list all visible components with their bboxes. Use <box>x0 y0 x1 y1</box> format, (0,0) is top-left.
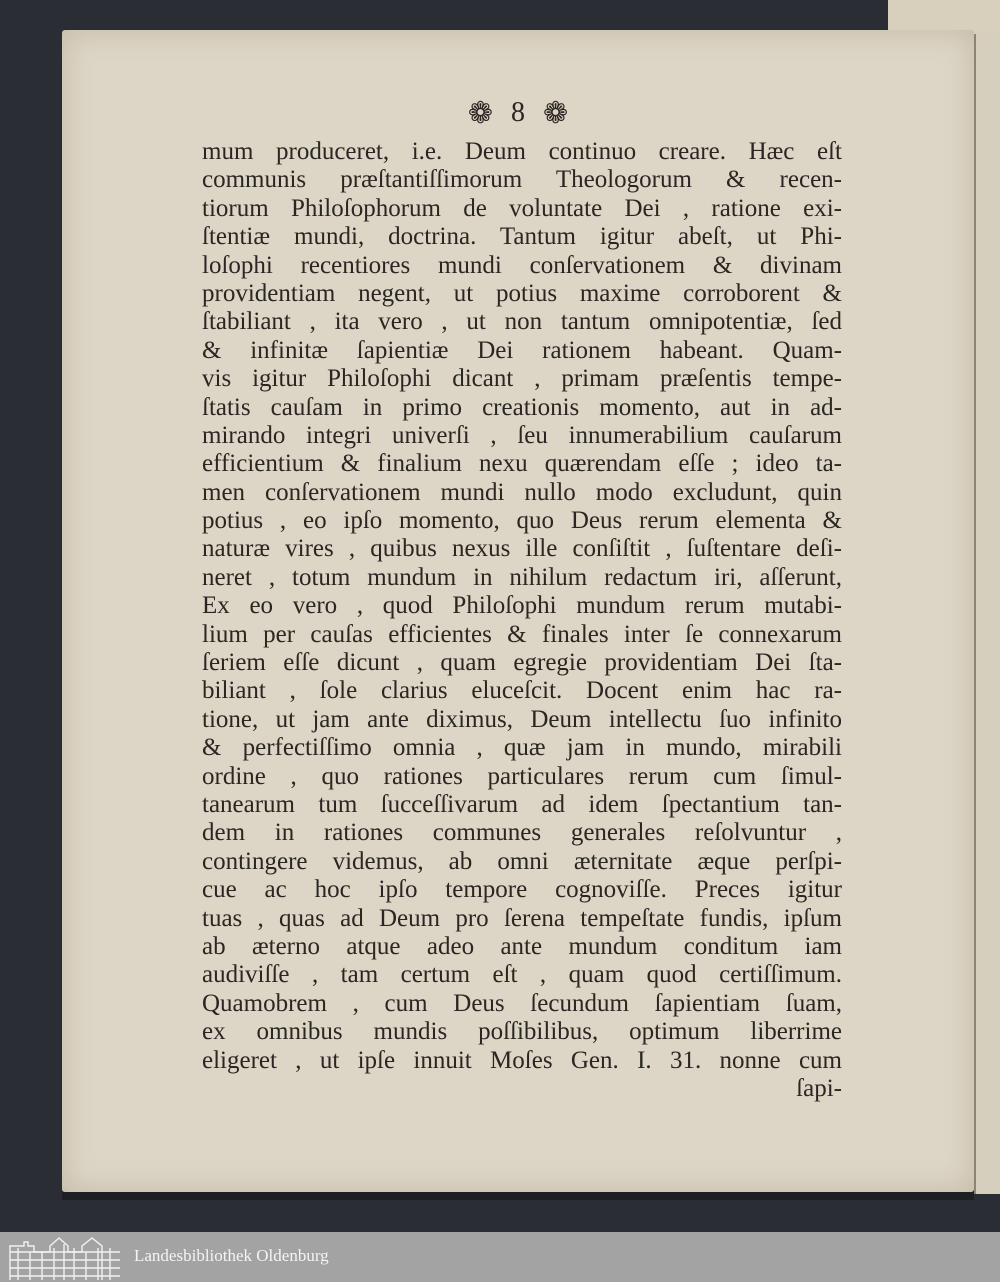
text-line: providentiam negent, ut potius maxime corroborent & <box>202 279 842 307</box>
text-line: tiorum Philoſophorum de voluntate Dei , ratione exi- <box>202 194 842 222</box>
text-line: audiviſſe , tam certum eſt , quam quod certiſſimum. <box>202 961 842 989</box>
facing-page-edge <box>974 34 1000 1194</box>
text-line: ab æterno atque adeo ante mundum conditum iam <box>202 932 842 960</box>
text-line: ſtentiæ mundi, doctrina. Tantum igitur abeſt, ut Phi- <box>202 223 842 251</box>
text-line: Quamobrem , cum Deus ſecundum ſapientiam ſuam, <box>202 989 842 1017</box>
text-line: tanearum tum ſucceſſivarum ad idem ſpectantium tan- <box>202 790 842 818</box>
text-line: biliant , ſole clarius eluceſcit. Docent enim hac ra- <box>202 677 842 705</box>
library-building-logo-icon <box>8 1236 124 1280</box>
text-line: ordine , quo rationes particulares rerum cum ſimul- <box>202 762 842 790</box>
scanned-page <box>62 30 974 1192</box>
page-header <box>62 96 974 131</box>
text-line: & infinitæ ſapientiæ Dei rationem habeant. Quam- <box>202 336 842 364</box>
text-line: eligeret , ut ipſe innuit Moſes Gen. I. 31. nonne cum <box>202 1046 842 1074</box>
text-line: communis præſtantiſſimorum Theologorum & recen- <box>202 166 842 194</box>
text-line: vis igitur Philoſophi dicant , primam præſentis tempe- <box>202 365 842 393</box>
text-line: loſophi recentiores mundi conſervationem & divinam <box>202 251 842 279</box>
text-line: ſtatis cauſam in primo creationis momento, aut in ad- <box>202 393 842 421</box>
text-line: men conſervationem mundi nullo modo excludunt, quin <box>202 478 842 506</box>
text-line: ſeriem eſſe dicunt , quam egregie providentiam Dei ſta- <box>202 649 842 677</box>
text-line: & perfectiſſimo omnia , quæ jam in mundo, mirabili <box>202 734 842 762</box>
text-line: dem in rationes communes generales reſolvuntur , <box>202 819 842 847</box>
text-line: mum produceret, i.e. Deum continuo creare. Hæc eſt <box>202 138 842 165</box>
catchword: ſapi- <box>796 1074 842 1102</box>
text-line: neret , totum mundum in nihilum redactum iri, aſſerunt, <box>202 563 842 591</box>
page-shadow <box>62 1192 974 1200</box>
text-line: lium per cauſas efficientes & finales inter ſe connexarum <box>202 620 842 648</box>
flower-ornament-icon: ❁ <box>543 97 569 130</box>
text-line: tuas , quas ad Deum pro ſerena tempeſtate fundis, ipſum <box>202 904 842 932</box>
text-line: cue ac hoc ipſo tempore cognoviſſe. Preces igitur <box>202 876 842 904</box>
text-line: naturæ vires , quibus nexus ille conſiſtit , ſuſtentare deſi- <box>202 535 842 563</box>
text-line: potius , eo ipſo momento, quo Deus rerum elementa & <box>202 507 842 535</box>
library-name: Landesbibliothek Oldenburg <box>134 1246 329 1265</box>
text-line: contingere videmus, ab omni æternitate æque perſpi- <box>202 847 842 875</box>
text-line: ſtabiliant , ita vero , ut non tantum omnipotentiæ, ſed <box>202 308 842 336</box>
text-line: Ex eo vero , quod Philoſophi mundum rerum mutabi- <box>202 592 842 620</box>
text-line: tione, ut jam ante diximus, Deum intellectu ſuo infinito <box>202 705 842 733</box>
flower-ornament-icon: ❁ <box>467 97 493 130</box>
text-line: ex omnibus mundis poſſibilibus, optimum liberrime <box>202 1018 842 1046</box>
text-line: efficientium & finalium nexu quærendam eſſe ; ideo ta- <box>202 450 842 478</box>
footer-bar <box>0 1232 1000 1282</box>
text-line: mirando integri univerſi , ſeu innumerabilium cauſarum <box>202 421 842 449</box>
page-body-text <box>202 138 842 1103</box>
page-number: 8 <box>511 97 525 128</box>
